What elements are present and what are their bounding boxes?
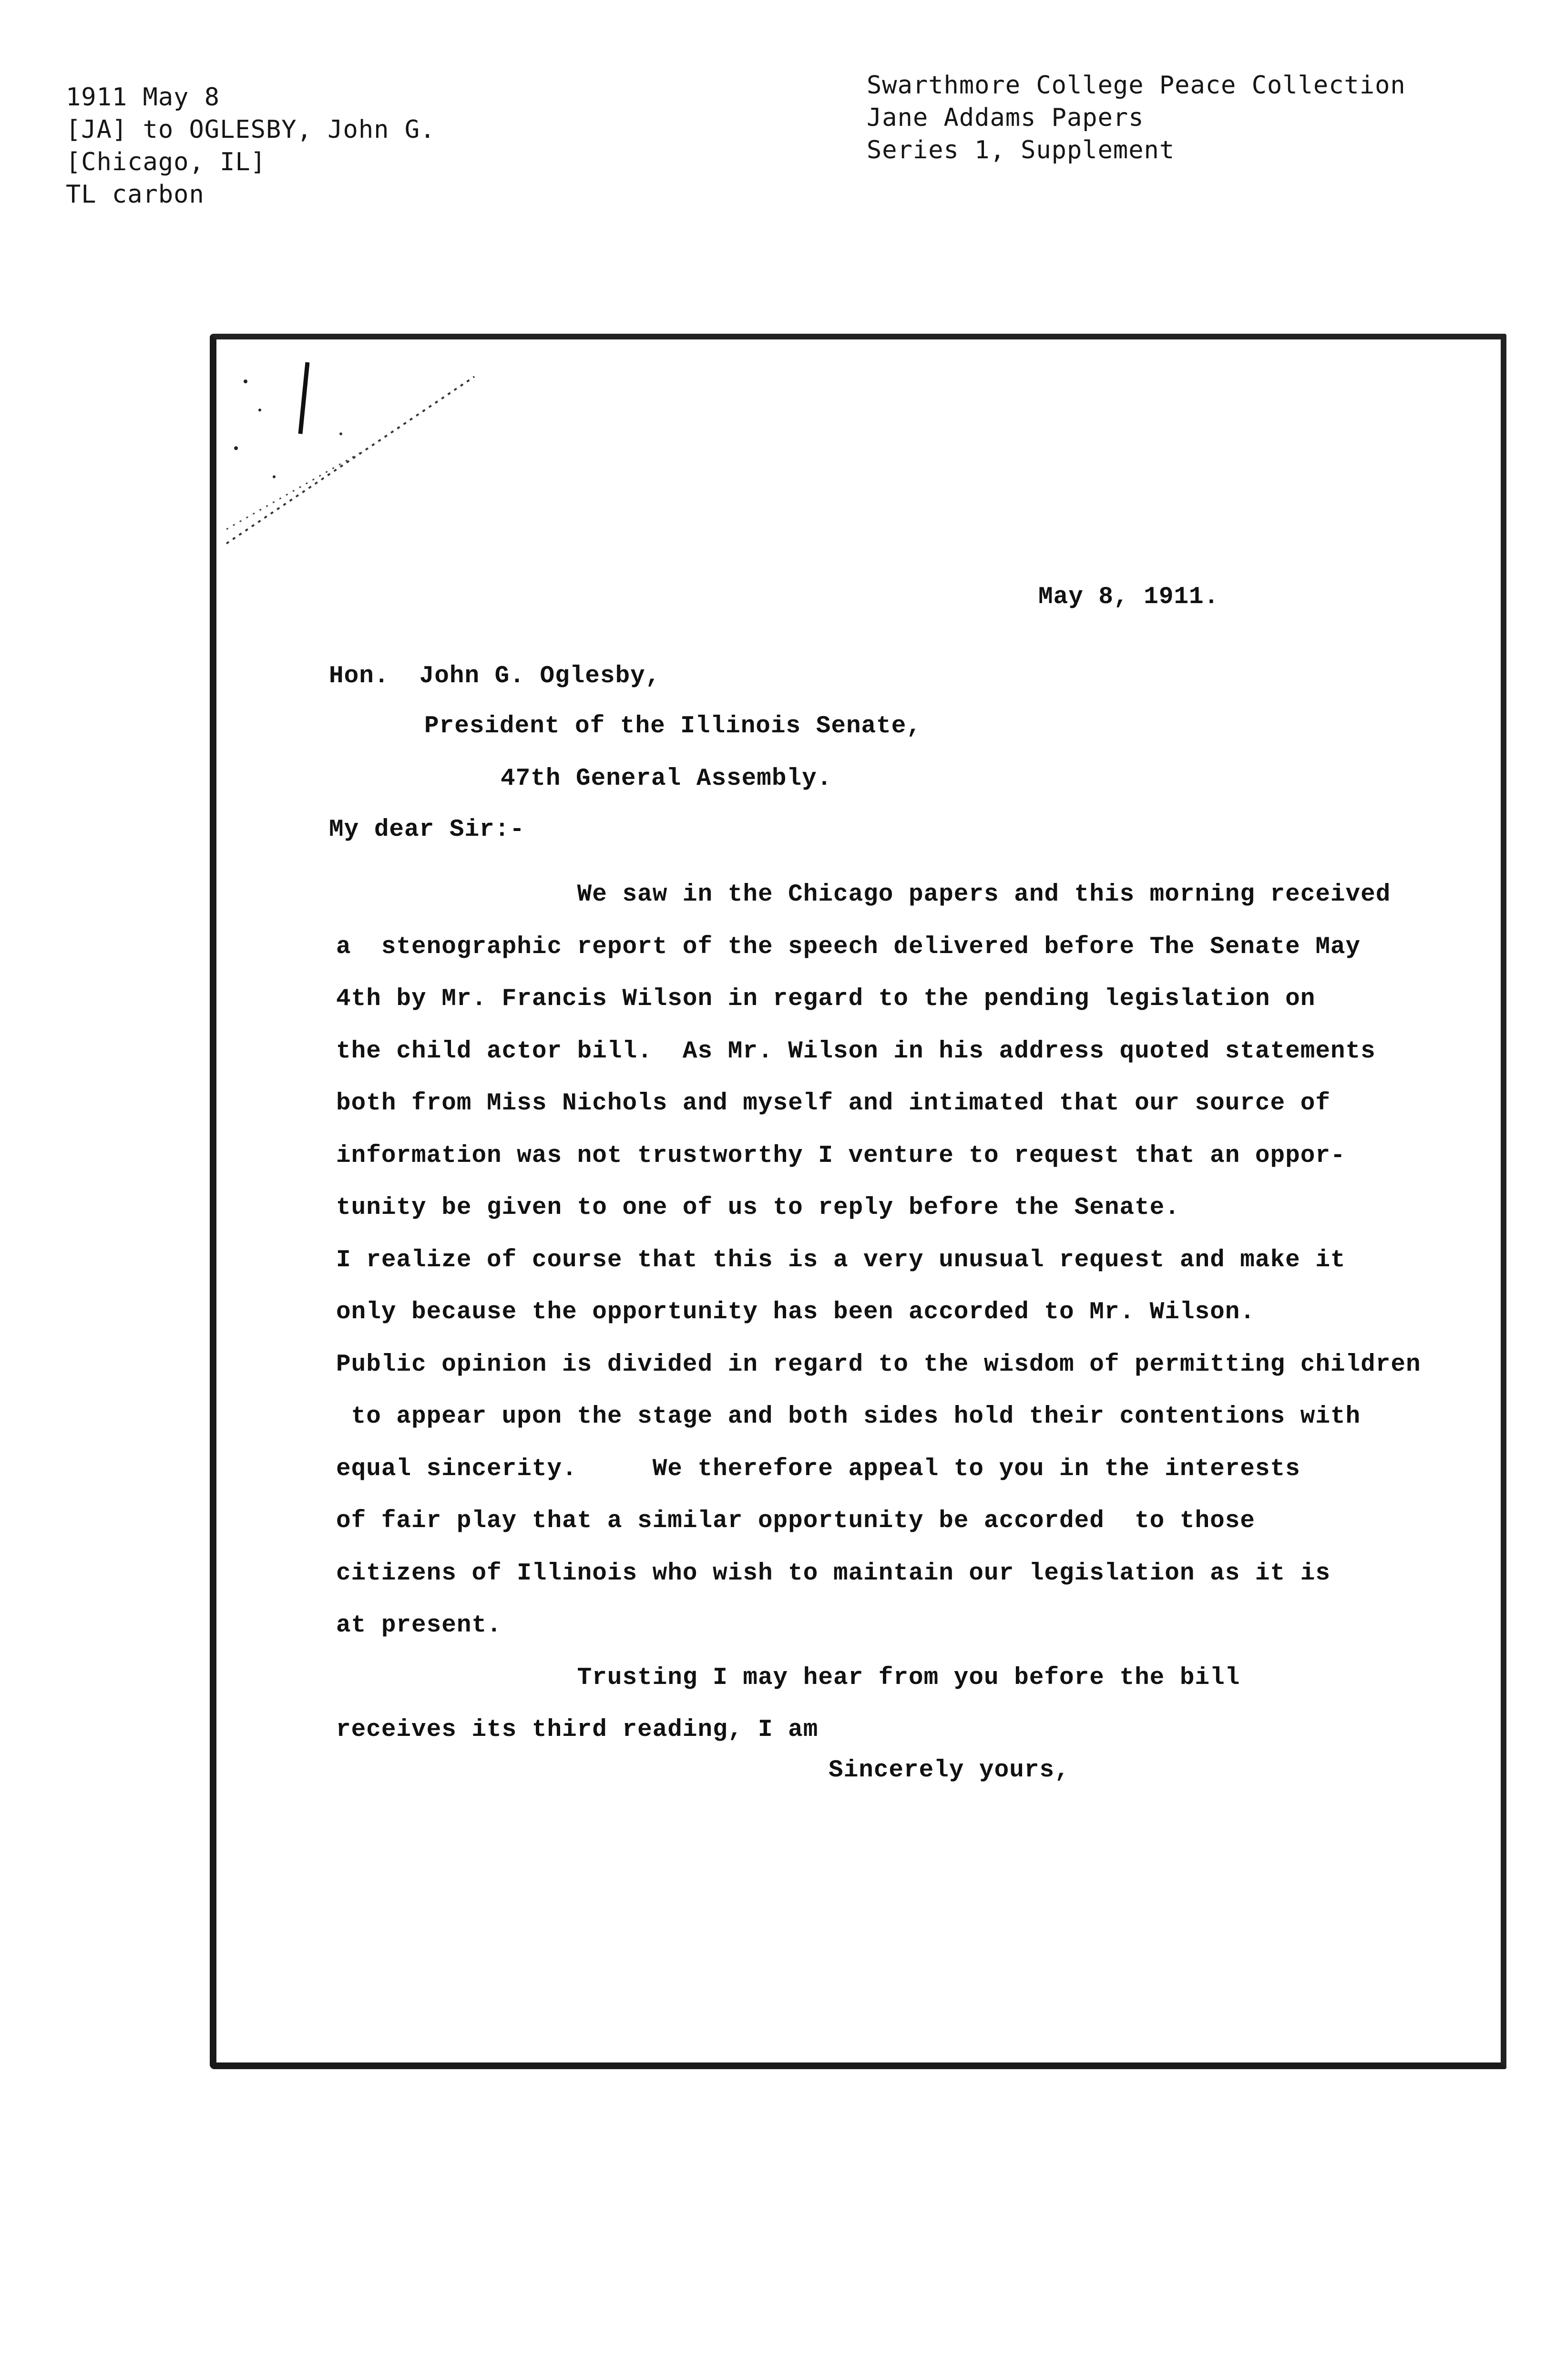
archive-correspondents: [JA] to OGLESBY, John G.: [66, 115, 436, 144]
body-line: 4th by Mr. Francis Wilson in regard to the pending legislation on: [336, 985, 1316, 1013]
papers-name: Jane Addams Papers: [867, 103, 1144, 132]
archive-header-left: [66, 81, 435, 211]
archive-place: [Chicago, IL]: [66, 148, 266, 176]
body-line: We saw in the Chicago papers and this morning received: [336, 881, 1391, 908]
speck: [339, 432, 342, 435]
speck: [273, 475, 276, 478]
body-line: both from Miss Nichols and myself and intimated that our source of: [336, 1090, 1331, 1117]
archive-date: 1911 May 8: [66, 83, 220, 112]
archive-header-right: [867, 69, 1406, 166]
body-line: only because the opportunity has been accorded to Mr. Wilson.: [336, 1299, 1255, 1326]
body-line: a stenographic report of the speech delivered before The Senate May: [336, 933, 1361, 961]
body-line: the child actor bill. As Mr. Wilson in his address quoted statements: [336, 1037, 1376, 1065]
body-line: I realize of course that this is a very unusual request and make it: [336, 1246, 1346, 1274]
body-line: receives its third reading, I am: [336, 1716, 819, 1744]
speck: [244, 380, 247, 383]
body-line: Trusting I may hear from you before the bill: [336, 1664, 1240, 1692]
salutation: My dear Sir:-: [329, 816, 525, 843]
letter-body: [336, 869, 1421, 1756]
smudge-line: [226, 377, 474, 544]
body-line: tunity be given to one of us to reply before the Senate.: [336, 1194, 1180, 1221]
speck: [258, 409, 261, 411]
speck: [234, 446, 238, 450]
body-line: to appear upon the stage and both sides hold their contentions with: [336, 1403, 1361, 1430]
smudge-line-2: [226, 453, 360, 529]
carbon-speckle-decoration: [217, 353, 522, 558]
body-line: information was not trustworthy I venture to request that an oppor-: [336, 1142, 1346, 1169]
archive-format: TL carbon: [66, 180, 205, 209]
closing: Sincerely yours,: [829, 1757, 1070, 1784]
body-line: citizens of Illinois who wish to maintain our legislation as it is: [336, 1559, 1331, 1587]
collection-name: Swarthmore College Peace Collection: [867, 71, 1406, 100]
body-line: at present.: [336, 1612, 502, 1639]
series-name: Series 1, Supplement: [867, 136, 1175, 164]
addressee-title: President of the Illinois Senate,: [424, 713, 921, 740]
pen-stroke: [300, 362, 307, 434]
addressee-assembly: 47th General Assembly.: [501, 765, 832, 792]
body-line: equal sincerity. We therefore appeal to you in the interests: [336, 1455, 1300, 1483]
letter-date: May 8, 1911.: [1038, 584, 1219, 611]
addressee-line: Hon. John G. Oglesby,: [329, 663, 661, 690]
body-line: of fair play that a similar opportunity be accorded to those: [336, 1508, 1255, 1535]
body-line: Public opinion is divided in regard to the wisdom of permitting children: [336, 1351, 1421, 1378]
